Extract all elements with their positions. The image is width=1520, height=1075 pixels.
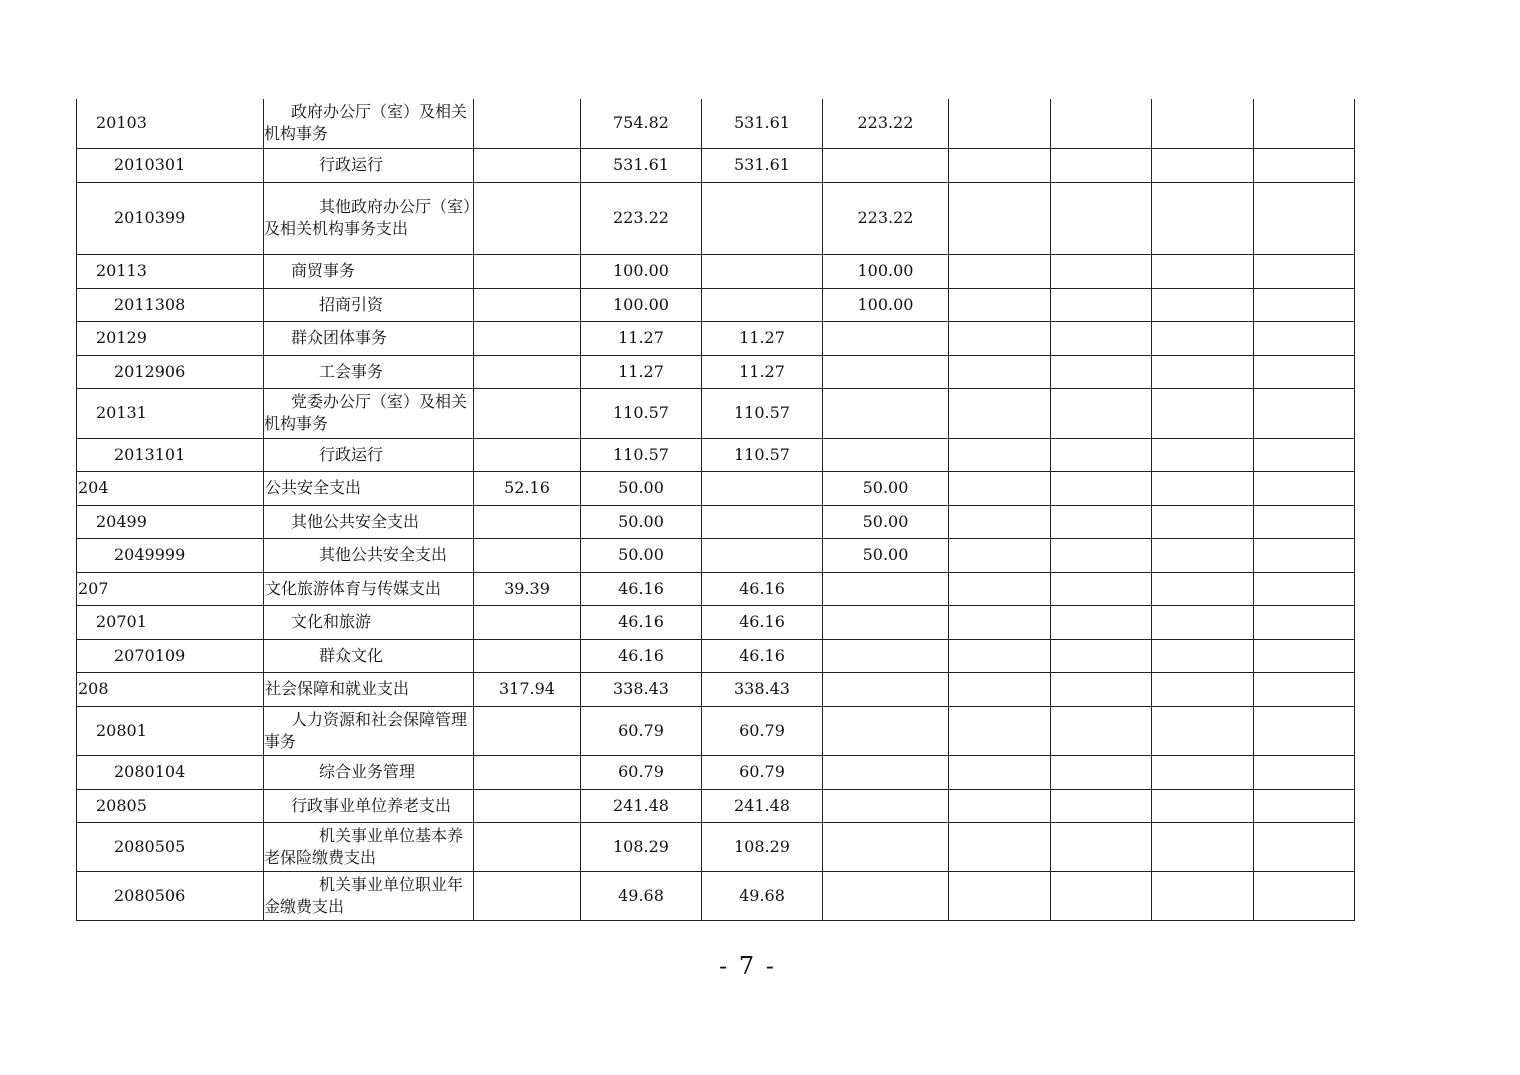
subject-name-cell: 机关事业单位职业年金缴费支出 bbox=[264, 871, 474, 920]
subject-code-cell: 208 bbox=[77, 672, 264, 706]
amount-cell: 108.29 bbox=[581, 822, 702, 871]
empty-cell bbox=[1152, 182, 1254, 254]
empty-cell bbox=[949, 438, 1051, 471]
amount-cell: 60.79 bbox=[702, 755, 823, 789]
amount-cell bbox=[823, 321, 949, 355]
table-row bbox=[77, 605, 1355, 639]
amount-cell bbox=[823, 605, 949, 639]
amount-cell: 100.00 bbox=[581, 288, 702, 321]
amount-cell: 46.16 bbox=[581, 572, 702, 605]
table-row bbox=[77, 321, 1355, 355]
amount-cell: 110.57 bbox=[702, 438, 823, 471]
empty-cell bbox=[1051, 438, 1152, 471]
amount-cell bbox=[474, 639, 581, 672]
empty-cell bbox=[1254, 572, 1355, 605]
empty-cell bbox=[1051, 706, 1152, 755]
amount-cell bbox=[474, 706, 581, 755]
amount-cell: 11.27 bbox=[581, 321, 702, 355]
empty-cell bbox=[949, 288, 1051, 321]
empty-cell bbox=[1051, 321, 1152, 355]
empty-cell bbox=[1254, 789, 1355, 822]
amount-cell bbox=[702, 254, 823, 288]
amount-cell bbox=[702, 505, 823, 538]
subject-name-cell: 群众文化 bbox=[264, 639, 474, 672]
amount-cell: 11.27 bbox=[702, 321, 823, 355]
empty-cell bbox=[1152, 505, 1254, 538]
empty-cell bbox=[1254, 822, 1355, 871]
amount-cell bbox=[823, 438, 949, 471]
empty-cell bbox=[1152, 438, 1254, 471]
empty-cell bbox=[1254, 538, 1355, 572]
amount-cell bbox=[474, 388, 581, 438]
empty-cell bbox=[949, 321, 1051, 355]
subject-code-cell: 2049999 bbox=[77, 538, 264, 572]
empty-cell bbox=[1152, 755, 1254, 789]
amount-cell bbox=[823, 755, 949, 789]
empty-cell bbox=[1051, 538, 1152, 572]
empty-cell bbox=[949, 871, 1051, 920]
subject-code-cell: 20805 bbox=[77, 789, 264, 822]
empty-cell bbox=[1051, 822, 1152, 871]
amount-cell bbox=[702, 538, 823, 572]
amount-cell: 110.57 bbox=[581, 438, 702, 471]
amount-cell bbox=[474, 321, 581, 355]
amount-cell: 11.27 bbox=[581, 355, 702, 388]
table-row bbox=[77, 672, 1355, 706]
budget-table bbox=[76, 99, 1355, 921]
amount-cell bbox=[474, 438, 581, 471]
empty-cell bbox=[1152, 148, 1254, 182]
empty-cell bbox=[1254, 438, 1355, 471]
subject-name-cell: 综合业务管理 bbox=[264, 755, 474, 789]
empty-cell bbox=[949, 789, 1051, 822]
amount-cell bbox=[474, 538, 581, 572]
amount-cell: 46.16 bbox=[581, 605, 702, 639]
empty-cell bbox=[949, 706, 1051, 755]
table-row bbox=[77, 538, 1355, 572]
amount-cell: 60.79 bbox=[581, 706, 702, 755]
amount-cell: 110.57 bbox=[702, 388, 823, 438]
amount-cell bbox=[474, 789, 581, 822]
empty-cell bbox=[1254, 871, 1355, 920]
subject-code-cell: 2080506 bbox=[77, 871, 264, 920]
amount-cell: 531.61 bbox=[702, 148, 823, 182]
amount-cell bbox=[474, 254, 581, 288]
table-row bbox=[77, 706, 1355, 755]
empty-cell bbox=[1254, 148, 1355, 182]
empty-cell bbox=[1051, 605, 1152, 639]
empty-cell bbox=[1254, 755, 1355, 789]
subject-name-cell: 其他公共安全支出 bbox=[264, 505, 474, 538]
table-row bbox=[77, 639, 1355, 672]
empty-cell bbox=[1254, 639, 1355, 672]
amount-cell bbox=[474, 148, 581, 182]
empty-cell bbox=[1152, 254, 1254, 288]
amount-cell: 317.94 bbox=[474, 672, 581, 706]
amount-cell bbox=[823, 355, 949, 388]
empty-cell bbox=[1152, 706, 1254, 755]
amount-cell: 223.22 bbox=[581, 182, 702, 254]
empty-cell bbox=[1051, 182, 1152, 254]
subject-name-cell: 其他政府办公厅（室）及相关机构事务支出 bbox=[264, 182, 474, 254]
amount-cell: 46.16 bbox=[702, 639, 823, 672]
empty-cell bbox=[1254, 321, 1355, 355]
table-row bbox=[77, 148, 1355, 182]
amount-cell bbox=[823, 388, 949, 438]
empty-cell bbox=[1254, 288, 1355, 321]
empty-cell bbox=[1152, 99, 1254, 148]
subject-code-cell: 20131 bbox=[77, 388, 264, 438]
subject-code-cell: 204 bbox=[77, 471, 264, 505]
empty-cell bbox=[949, 538, 1051, 572]
subject-name-cell: 群众团体事务 bbox=[264, 321, 474, 355]
empty-cell bbox=[1254, 672, 1355, 706]
subject-code-cell: 20103 bbox=[77, 99, 264, 148]
amount-cell bbox=[823, 789, 949, 822]
empty-cell bbox=[949, 755, 1051, 789]
subject-code-cell: 2013101 bbox=[77, 438, 264, 471]
subject-name-cell: 行政运行 bbox=[264, 148, 474, 182]
empty-cell bbox=[1051, 288, 1152, 321]
empty-cell bbox=[1254, 355, 1355, 388]
amount-cell: 50.00 bbox=[823, 505, 949, 538]
empty-cell bbox=[1254, 471, 1355, 505]
empty-cell bbox=[1152, 639, 1254, 672]
empty-cell bbox=[1152, 388, 1254, 438]
amount-cell: 11.27 bbox=[702, 355, 823, 388]
subject-name-cell: 招商引资 bbox=[264, 288, 474, 321]
amount-cell: 223.22 bbox=[823, 99, 949, 148]
empty-cell bbox=[1254, 605, 1355, 639]
amount-cell: 223.22 bbox=[823, 182, 949, 254]
subject-name-cell: 党委办公厅（室）及相关机构事务 bbox=[264, 388, 474, 438]
empty-cell bbox=[1152, 471, 1254, 505]
amount-cell bbox=[823, 672, 949, 706]
empty-cell bbox=[949, 672, 1051, 706]
subject-name-cell: 行政运行 bbox=[264, 438, 474, 471]
subject-code-cell: 2070109 bbox=[77, 639, 264, 672]
empty-cell bbox=[1051, 388, 1152, 438]
empty-cell bbox=[1051, 254, 1152, 288]
amount-cell: 49.68 bbox=[581, 871, 702, 920]
amount-cell: 100.00 bbox=[581, 254, 702, 288]
subject-name-cell: 其他公共安全支出 bbox=[264, 538, 474, 572]
subject-code-cell: 2011308 bbox=[77, 288, 264, 321]
subject-code-cell: 2010301 bbox=[77, 148, 264, 182]
table-body bbox=[77, 99, 1355, 920]
empty-cell bbox=[949, 572, 1051, 605]
amount-cell: 46.16 bbox=[702, 572, 823, 605]
subject-name-cell: 文化旅游体育与传媒支出 bbox=[264, 572, 474, 605]
subject-code-cell: 207 bbox=[77, 572, 264, 605]
subject-name-cell: 公共安全支出 bbox=[264, 471, 474, 505]
subject-name-cell: 政府办公厅（室）及相关机构事务 bbox=[264, 99, 474, 148]
amount-cell bbox=[823, 572, 949, 605]
amount-cell: 50.00 bbox=[581, 505, 702, 538]
empty-cell bbox=[1152, 288, 1254, 321]
amount-cell: 46.16 bbox=[702, 605, 823, 639]
amount-cell: 100.00 bbox=[823, 254, 949, 288]
empty-cell bbox=[949, 471, 1051, 505]
empty-cell bbox=[1051, 355, 1152, 388]
amount-cell bbox=[474, 605, 581, 639]
empty-cell bbox=[1152, 355, 1254, 388]
table-row bbox=[77, 755, 1355, 789]
amount-cell bbox=[702, 182, 823, 254]
empty-cell bbox=[1051, 505, 1152, 538]
amount-cell: 52.16 bbox=[474, 471, 581, 505]
subject-name-cell: 文化和旅游 bbox=[264, 605, 474, 639]
amount-cell bbox=[823, 148, 949, 182]
amount-cell: 39.39 bbox=[474, 572, 581, 605]
subject-name-cell: 商贸事务 bbox=[264, 254, 474, 288]
empty-cell bbox=[1051, 789, 1152, 822]
amount-cell: 50.00 bbox=[823, 471, 949, 505]
empty-cell bbox=[1254, 99, 1355, 148]
empty-cell bbox=[1051, 639, 1152, 672]
empty-cell bbox=[1051, 99, 1152, 148]
empty-cell bbox=[1152, 321, 1254, 355]
empty-cell bbox=[1051, 672, 1152, 706]
amount-cell bbox=[702, 288, 823, 321]
empty-cell bbox=[949, 822, 1051, 871]
amount-cell bbox=[823, 871, 949, 920]
amount-cell: 50.00 bbox=[823, 538, 949, 572]
amount-cell bbox=[474, 871, 581, 920]
amount-cell bbox=[474, 288, 581, 321]
empty-cell bbox=[1152, 672, 1254, 706]
empty-cell bbox=[1051, 755, 1152, 789]
subject-code-cell: 2080104 bbox=[77, 755, 264, 789]
empty-cell bbox=[1254, 182, 1355, 254]
amount-cell: 100.00 bbox=[823, 288, 949, 321]
empty-cell bbox=[949, 388, 1051, 438]
amount-cell bbox=[474, 822, 581, 871]
amount-cell bbox=[474, 99, 581, 148]
amount-cell: 50.00 bbox=[581, 471, 702, 505]
subject-code-cell: 2010399 bbox=[77, 182, 264, 254]
empty-cell bbox=[1051, 148, 1152, 182]
table-row bbox=[77, 572, 1355, 605]
empty-cell bbox=[949, 182, 1051, 254]
subject-name-cell: 人力资源和社会保障管理事务 bbox=[264, 706, 474, 755]
empty-cell bbox=[1051, 572, 1152, 605]
amount-cell: 754.82 bbox=[581, 99, 702, 148]
amount-cell bbox=[474, 505, 581, 538]
empty-cell bbox=[949, 254, 1051, 288]
empty-cell bbox=[1051, 871, 1152, 920]
empty-cell bbox=[949, 99, 1051, 148]
table-row bbox=[77, 355, 1355, 388]
amount-cell bbox=[474, 355, 581, 388]
table-row bbox=[77, 254, 1355, 288]
amount-cell: 110.57 bbox=[581, 388, 702, 438]
empty-cell bbox=[949, 639, 1051, 672]
empty-cell bbox=[1254, 254, 1355, 288]
table-row bbox=[77, 822, 1355, 871]
subject-name-cell: 社会保障和就业支出 bbox=[264, 672, 474, 706]
table-row bbox=[77, 438, 1355, 471]
table-row bbox=[77, 388, 1355, 438]
empty-cell bbox=[1051, 471, 1152, 505]
table-row bbox=[77, 471, 1355, 505]
empty-cell bbox=[1254, 706, 1355, 755]
table-row bbox=[77, 288, 1355, 321]
empty-cell bbox=[1152, 789, 1254, 822]
subject-code-cell: 2012906 bbox=[77, 355, 264, 388]
empty-cell bbox=[1152, 871, 1254, 920]
subject-code-cell: 2080505 bbox=[77, 822, 264, 871]
amount-cell: 60.79 bbox=[702, 706, 823, 755]
subject-name-cell: 行政事业单位养老支出 bbox=[264, 789, 474, 822]
amount-cell: 50.00 bbox=[581, 538, 702, 572]
amount-cell: 338.43 bbox=[702, 672, 823, 706]
subject-code-cell: 20801 bbox=[77, 706, 264, 755]
amount-cell: 531.61 bbox=[702, 99, 823, 148]
empty-cell bbox=[949, 355, 1051, 388]
subject-code-cell: 20701 bbox=[77, 605, 264, 639]
amount-cell: 241.48 bbox=[702, 789, 823, 822]
table-row bbox=[77, 505, 1355, 538]
empty-cell bbox=[1152, 822, 1254, 871]
amount-cell bbox=[823, 822, 949, 871]
subject-code-cell: 20113 bbox=[77, 254, 264, 288]
amount-cell: 531.61 bbox=[581, 148, 702, 182]
empty-cell bbox=[1152, 538, 1254, 572]
empty-cell bbox=[1152, 605, 1254, 639]
subject-code-cell: 20129 bbox=[77, 321, 264, 355]
table-row bbox=[77, 99, 1355, 148]
amount-cell: 338.43 bbox=[581, 672, 702, 706]
empty-cell bbox=[1152, 572, 1254, 605]
table-row bbox=[77, 789, 1355, 822]
table-row bbox=[77, 871, 1355, 920]
subject-name-cell: 机关事业单位基本养老保险缴费支出 bbox=[264, 822, 474, 871]
subject-code-cell: 20499 bbox=[77, 505, 264, 538]
empty-cell bbox=[949, 505, 1051, 538]
amount-cell: 46.16 bbox=[581, 639, 702, 672]
table-row bbox=[77, 182, 1355, 254]
amount-cell bbox=[474, 182, 581, 254]
amount-cell: 108.29 bbox=[702, 822, 823, 871]
amount-cell: 60.79 bbox=[581, 755, 702, 789]
page-number: - 7 - bbox=[719, 952, 776, 980]
subject-name-cell: 工会事务 bbox=[264, 355, 474, 388]
amount-cell bbox=[474, 755, 581, 789]
empty-cell bbox=[949, 148, 1051, 182]
amount-cell: 241.48 bbox=[581, 789, 702, 822]
empty-cell bbox=[949, 605, 1051, 639]
empty-cell bbox=[1254, 388, 1355, 438]
amount-cell bbox=[823, 706, 949, 755]
amount-cell bbox=[702, 471, 823, 505]
empty-cell bbox=[1254, 505, 1355, 538]
amount-cell bbox=[823, 639, 949, 672]
amount-cell: 49.68 bbox=[702, 871, 823, 920]
